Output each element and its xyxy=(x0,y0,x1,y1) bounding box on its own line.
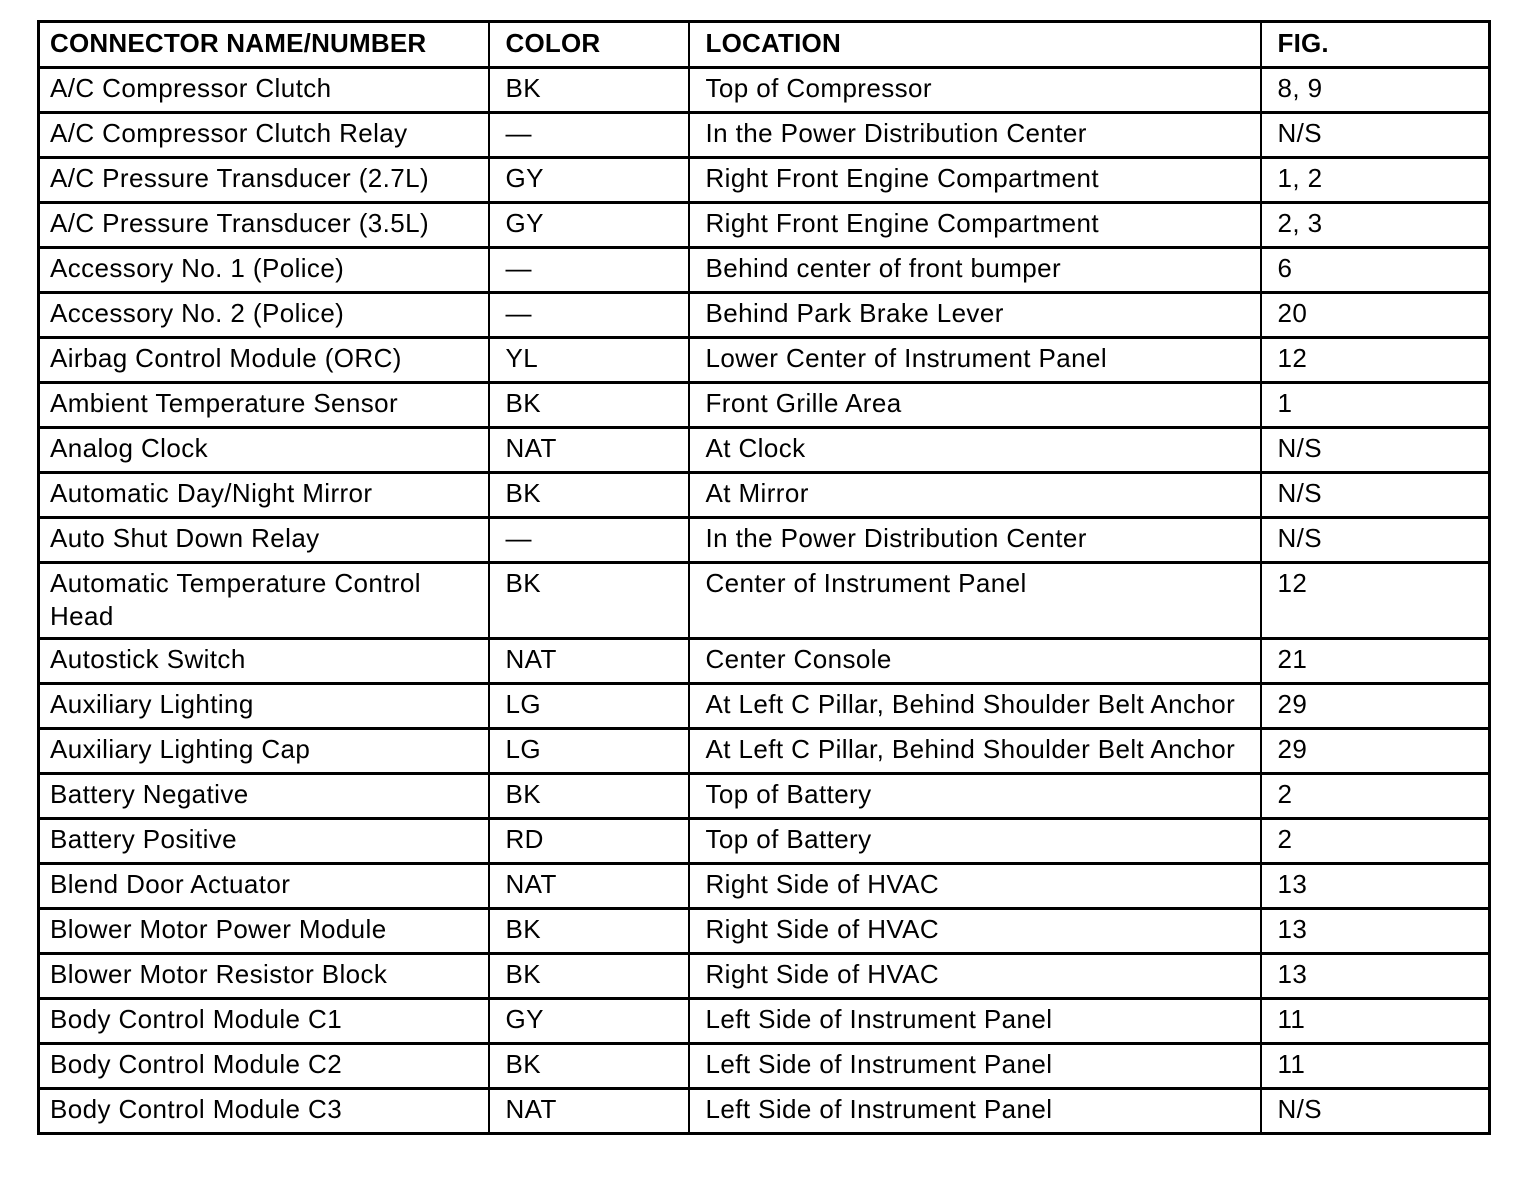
table-row xyxy=(39,68,1490,113)
cell-color: BK xyxy=(489,473,689,518)
cell-color: GY xyxy=(489,158,689,203)
cell-connector-name: Blower Motor Resistor Block xyxy=(39,954,489,999)
table-row xyxy=(39,518,1490,563)
cell-location: Behind Park Brake Lever xyxy=(689,293,1261,338)
cell-connector-name: A/C Pressure Transducer (2.7L) xyxy=(39,158,489,203)
cell-location: Right Side of HVAC xyxy=(689,864,1261,909)
table-row xyxy=(39,1089,1490,1134)
cell-location: Top of Compressor xyxy=(689,68,1261,113)
cell-location: At Mirror xyxy=(689,473,1261,518)
table-row xyxy=(39,248,1490,293)
cell-fig: N/S xyxy=(1261,1089,1490,1134)
table-row xyxy=(39,293,1490,338)
cell-color: NAT xyxy=(489,428,689,473)
cell-fig: 12 xyxy=(1261,338,1490,383)
cell-connector-name: Body Control Module C2 xyxy=(39,1044,489,1089)
cell-fig: 6 xyxy=(1261,248,1490,293)
cell-location: Top of Battery xyxy=(689,774,1261,819)
cell-fig: N/S xyxy=(1261,428,1490,473)
cell-location: Left Side of Instrument Panel xyxy=(689,1044,1261,1089)
cell-connector-name: Accessory No. 2 (Police) xyxy=(39,293,489,338)
cell-location: Behind center of front bumper xyxy=(689,248,1261,293)
cell-color: — xyxy=(489,113,689,158)
cell-connector-name: Blend Door Actuator xyxy=(39,864,489,909)
header-color: COLOR xyxy=(489,22,689,68)
cell-fig: 2, 3 xyxy=(1261,203,1490,248)
cell-connector-name: Body Control Module C3 xyxy=(39,1089,489,1134)
cell-fig: 2 xyxy=(1261,819,1490,864)
cell-connector-name: Auxiliary Lighting xyxy=(39,684,489,729)
cell-connector-name: Automatic Temperature Control Head xyxy=(39,563,489,639)
cell-color: LG xyxy=(489,729,689,774)
cell-color: BK xyxy=(489,909,689,954)
cell-connector-name: Blower Motor Power Module xyxy=(39,909,489,954)
table-row xyxy=(39,954,1490,999)
cell-connector-name: Airbag Control Module (ORC) xyxy=(39,338,489,383)
cell-connector-name: Auto Shut Down Relay xyxy=(39,518,489,563)
table-row xyxy=(39,203,1490,248)
table-body xyxy=(39,68,1490,1134)
cell-location: Center of Instrument Panel xyxy=(689,563,1261,639)
cell-connector-name: Auxiliary Lighting Cap xyxy=(39,729,489,774)
cell-connector-name: Body Control Module C1 xyxy=(39,999,489,1044)
cell-location: Front Grille Area xyxy=(689,383,1261,428)
cell-color: — xyxy=(489,248,689,293)
table-row xyxy=(39,338,1490,383)
cell-location: At Left C Pillar, Behind Shoulder Belt Anchor xyxy=(689,729,1261,774)
cell-connector-name: Accessory No. 1 (Police) xyxy=(39,248,489,293)
cell-fig: 20 xyxy=(1261,293,1490,338)
header-connector-name: CONNECTOR NAME/NUMBER xyxy=(39,22,489,68)
cell-fig: 13 xyxy=(1261,954,1490,999)
table-row xyxy=(39,909,1490,954)
cell-fig: 1 xyxy=(1261,383,1490,428)
table-row xyxy=(39,729,1490,774)
cell-fig: 11 xyxy=(1261,1044,1490,1089)
header-location: LOCATION xyxy=(689,22,1261,68)
cell-fig: 11 xyxy=(1261,999,1490,1044)
cell-fig: N/S xyxy=(1261,113,1490,158)
cell-color: BK xyxy=(489,563,689,639)
cell-color: RD xyxy=(489,819,689,864)
cell-color: BK xyxy=(489,383,689,428)
table-row xyxy=(39,428,1490,473)
cell-connector-name: A/C Pressure Transducer (3.5L) xyxy=(39,203,489,248)
table-row xyxy=(39,1044,1490,1089)
cell-fig: N/S xyxy=(1261,473,1490,518)
cell-connector-name: Battery Negative xyxy=(39,774,489,819)
cell-fig: 29 xyxy=(1261,729,1490,774)
cell-color: YL xyxy=(489,338,689,383)
cell-fig: 8, 9 xyxy=(1261,68,1490,113)
header-row xyxy=(39,22,1490,68)
cell-fig: 29 xyxy=(1261,684,1490,729)
table-row xyxy=(39,774,1490,819)
header-fig: FIG. xyxy=(1261,22,1490,68)
cell-color: BK xyxy=(489,774,689,819)
cell-fig: 21 xyxy=(1261,639,1490,684)
table-row xyxy=(39,473,1490,518)
table-row xyxy=(39,563,1490,639)
connector-table xyxy=(37,20,1491,1135)
cell-color: — xyxy=(489,293,689,338)
cell-fig: 13 xyxy=(1261,864,1490,909)
cell-fig: 13 xyxy=(1261,909,1490,954)
cell-color: LG xyxy=(489,684,689,729)
cell-connector-name: A/C Compressor Clutch xyxy=(39,68,489,113)
cell-location: In the Power Distribution Center xyxy=(689,518,1261,563)
cell-color: BK xyxy=(489,68,689,113)
cell-connector-name: Battery Positive xyxy=(39,819,489,864)
table-row xyxy=(39,684,1490,729)
cell-color: GY xyxy=(489,999,689,1044)
cell-location: Right Front Engine Compartment xyxy=(689,203,1261,248)
cell-location: At Left C Pillar, Behind Shoulder Belt Anchor xyxy=(689,684,1261,729)
cell-color: NAT xyxy=(489,1089,689,1134)
table-row xyxy=(39,999,1490,1044)
cell-location: Top of Battery xyxy=(689,819,1261,864)
cell-location: Left Side of Instrument Panel xyxy=(689,999,1261,1044)
cell-color: GY xyxy=(489,203,689,248)
cell-connector-name: Autostick Switch xyxy=(39,639,489,684)
table-row xyxy=(39,158,1490,203)
cell-connector-name: Automatic Day/Night Mirror xyxy=(39,473,489,518)
table-row xyxy=(39,639,1490,684)
cell-connector-name: A/C Compressor Clutch Relay xyxy=(39,113,489,158)
cell-location: Right Side of HVAC xyxy=(689,909,1261,954)
cell-fig: 1, 2 xyxy=(1261,158,1490,203)
table-row xyxy=(39,864,1490,909)
cell-location: Right Side of HVAC xyxy=(689,954,1261,999)
cell-location: In the Power Distribution Center xyxy=(689,113,1261,158)
cell-color: BK xyxy=(489,954,689,999)
cell-location: Center Console xyxy=(689,639,1261,684)
cell-color: NAT xyxy=(489,864,689,909)
cell-fig: 2 xyxy=(1261,774,1490,819)
cell-location: Lower Center of Instrument Panel xyxy=(689,338,1261,383)
cell-location: Left Side of Instrument Panel xyxy=(689,1089,1261,1134)
cell-connector-name: Analog Clock xyxy=(39,428,489,473)
cell-location: At Clock xyxy=(689,428,1261,473)
cell-fig: 12 xyxy=(1261,563,1490,639)
cell-location: Right Front Engine Compartment xyxy=(689,158,1261,203)
cell-color: — xyxy=(489,518,689,563)
cell-color: NAT xyxy=(489,639,689,684)
cell-color: BK xyxy=(489,1044,689,1089)
table-row xyxy=(39,819,1490,864)
cell-connector-name: Ambient Temperature Sensor xyxy=(39,383,489,428)
cell-fig: N/S xyxy=(1261,518,1490,563)
table-row xyxy=(39,113,1490,158)
table-row xyxy=(39,383,1490,428)
